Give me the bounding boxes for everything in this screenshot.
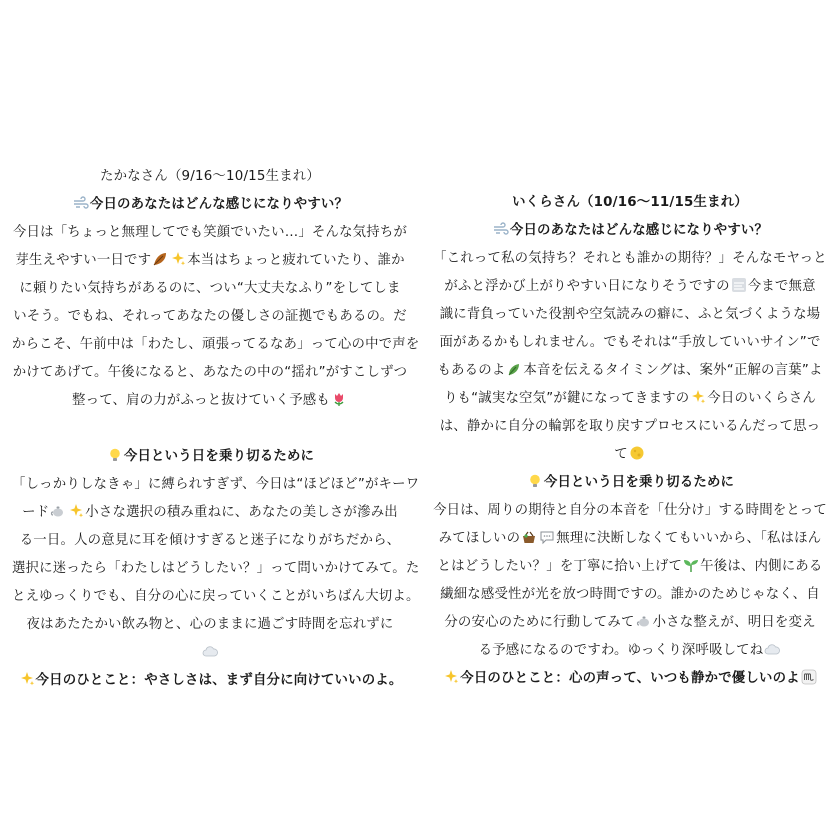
left-para2-line-2: ード 小さな選択の積み重ねに、あなたの美しさが滲み出 [22,505,398,520]
tulip-icon [331,391,347,407]
right-para1-line-1: 「これって私の気持ち？それとも誰かの期待？」そんなモヤっと [433,251,827,266]
seedling-icon [683,557,699,573]
sparkles-icon [443,669,459,685]
sparkles-icon [690,389,706,405]
light-bulb-icon [527,473,543,489]
left-para2-line-1: 「しっかりしなきゃ」に縛られすぎず、今日は“ほどほど”がキーワ [12,477,420,492]
right-para2-line-5: 分の安心のために行動してみて 小さな整えが、明日を変え [444,615,816,630]
speech-bubble-icon [539,529,555,545]
left-para2-line-3: る一日。人の意見に耳を傾けすぎると迷子になりがちだから、 [19,533,401,548]
left-para1-line-7: 整って、肩の力がふっと抜けていく予感も [12,387,408,415]
ikura-column [432,189,828,693]
left-para2-line-4: 選択に迷ったら「わたしはどうしたい？」って問いかけてみて。た [12,561,420,576]
full-moon-icon [629,445,645,461]
right-para2-line-2: みてほしいの 無理に決断しなくてもいいから、「私はほん [438,531,822,546]
right-header: いくらさん（10/16〜11/15生まれ） [512,195,748,210]
right-para1-line-2: がふと浮かび上がりやすい日になりそうですの 今まで無意 [444,279,816,294]
right-para1-line-3: 識に背負っていた役割や空気読みの癖に、ふと気づくような場 [439,307,821,322]
right-para1-line-7: は、静かに自分の輪郭を取り戻すプロセスにいるんだって思っ [439,419,821,434]
right-para2-line-4: 繊細な感受性が光を放つ時間ですの。誰かのためじゃなく、自 [440,587,820,602]
sparkles-icon [68,503,84,519]
cloud-icon [202,643,218,659]
sparkles-icon [19,671,35,687]
left-para1-line-5: からこそ、午前中は「わたし、頑張ってるなあ」って心の中で声を [12,337,420,352]
left-para1-line-2: 芽生えやすい一日です 本当はちょっと疲れていたり、誰か [15,253,405,268]
left-tip-heading: 今日という日を乗り切るために [12,443,408,471]
left-para1-line-1: 今日は「ちょっと無理してでも笑顔でいたい…」そんな気持ちが [12,225,408,240]
left-para2-line-6: 夜はあたたかい飲み物と、心のままに過ごす時間を忘れずに [26,617,394,632]
right-para1-line-5: もあるのよ 本音を伝えるタイミングは、案外“正解の言葉”よ [437,363,823,378]
left-para2-line-7 [12,639,408,667]
right-word-of-day: 今日のひとこと：心の声って、いつも静かで優しいのよ [432,665,828,693]
right-para1-line-6: りも“誠実な空気”が鍵になってきますの 今日のいくらさん [443,391,817,406]
fog-icon [731,277,747,293]
left-question-heading: 今日のあなたはどんな感じになりやすい？ [12,191,408,219]
cloud-icon [764,641,780,657]
herb-icon [506,361,522,377]
teapot-icon [50,503,66,519]
wind-face-icon [493,221,509,237]
left-para1-line-6: かけてあげて。午後になると、あなたの中の“揺れ”がすこしずつ [12,365,408,380]
left-header: たかなさん（9/16〜10/15生まれ） [100,169,320,184]
right-para2-line-3: とはどうしたい？」を丁寧に拾い上げて 午後は、内側にある [437,559,823,574]
right-tip-heading: 今日という日を乗り切るために [432,469,828,497]
left-para1-line-4: いそう。でもね、それってあなたの優しさの証拠でもあるの。だ [13,309,407,324]
teapot-icon [636,613,652,629]
takana-column [12,163,420,695]
right-para2-line-6: る予感になるのですわ。ゆっくり深呼吸してね [432,637,828,665]
scorpio-sign-icon [801,669,817,685]
basket-icon [521,529,537,545]
left-para2-line-5: とえゆっくりでも、自分の心に戻っていくことがいちばん大切よ。 [12,589,420,604]
left-para1-line-3: に頼りたい気持ちがあるのに、つい“大丈夫なふり”をしてしま [19,281,401,296]
left-word-of-day: 今日のひとこと：やさしさは、まず自分に向けていいのよ。 [12,667,408,695]
right-question-heading: 今日のあなたはどんな感じになりやすい？ [432,217,828,245]
wind-face-icon [73,195,89,211]
right-para1-line-8: て [432,441,828,469]
fallen-leaf-icon [152,251,168,267]
right-para2-line-1: 今日は、周りの期待と自分の本音を「仕分け」する時間をとって [433,503,827,518]
sparkles-icon [170,251,186,267]
right-para1-line-4: 面があるかもしれません。でもそれは“手放していいサイン”で [439,335,821,350]
light-bulb-icon [107,447,123,463]
